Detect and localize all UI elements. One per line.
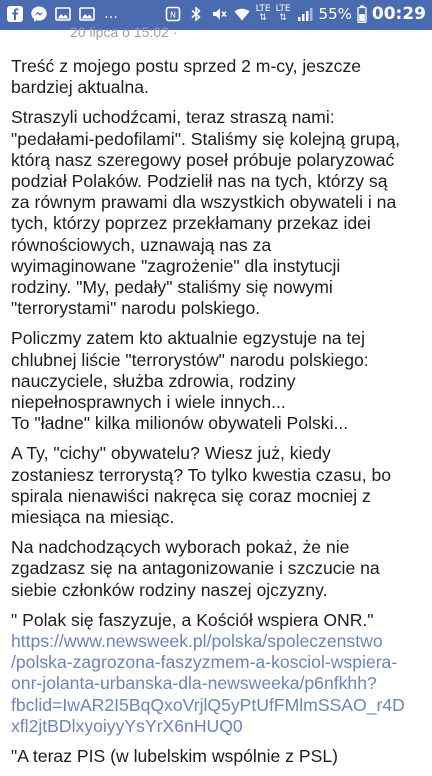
- post-paragraph-last: "A teraz PIS (w lubelskim wspólnie z PSL): [11, 746, 338, 767]
- clock: 00:29: [371, 4, 426, 24]
- post-body: [11, 56, 425, 776]
- post-paragraph: Na nadchodzących wyborach pokaż, że nie zgadzasz się na antagonizowanie i szczucie na siebie członków rodziny naszej ojczyzny.: [11, 537, 380, 600]
- quoted-article: [11, 610, 425, 737]
- post-paragraph: Treść z mojego postu sprzed 2 m-cy, jeszcze bardziej aktualna.: [11, 56, 362, 98]
- post-paragraph: Straszyli uchodźcami, teraz straszą nami: "pedałami-pedofilami". Staliśmy się kolejną grupą, którą nasz szeregowy poseł próbuje polaryzować podział Polaków. Podzielił nas na tych, którzy są za równym prawami dla wszystkich obywateli i na tych, którzy poprzez przekłamany przekaz idei równościowych, uznawają nas za wyimaginowane "zagrożenie" dla instytucji rodziny. "My, pedały" staliśmy się nowymi "terrorystami" narodu polskiego.: [11, 107, 400, 319]
- signal-arrows-icon: ⇅: [259, 13, 267, 23]
- notification-icons: [6, 5, 119, 23]
- lte-indicator-2: LTE ⇅: [275, 4, 291, 23]
- bluetooth-icon: [187, 5, 205, 23]
- post-paragraph: Policzmy zatem kto aktualnie egzystuje na tej chlubnej liście "terrorystów" narodu polskiego: nauczyciele, służba zdrowia, rodziny niepełnosprawnych i wiele innych... To "ładne" kilka milionów obywateli Polski...: [11, 328, 369, 434]
- post-date[interactable]: 20 lipca o 15:02 ·: [70, 24, 178, 40]
- post-paragraph: A Ty, "cichy" obywatelu? Wiesz już, kiedy zostaniesz terrorystą? To tylko kwestia czasu, bo spirala nienawiści nakręca się coraz mocniej z miesiąca na miesiąc.: [11, 443, 392, 528]
- lte-indicator: LTE ⇅: [255, 4, 271, 23]
- mute-icon: [210, 5, 228, 23]
- more-notifications-icon: …: [104, 6, 119, 22]
- status-indicators: [164, 4, 426, 24]
- nfc-icon: [164, 5, 182, 23]
- status-bar: [0, 0, 432, 30]
- gallery-icon: [54, 5, 72, 23]
- signal-arrows-icon-2: ⇅: [279, 13, 287, 23]
- battery-level: 55%: [318, 5, 352, 23]
- battery-icon: [357, 5, 367, 23]
- quote-title: " Polak się faszyzuje, a Kościół wspiera ONR.": [11, 609, 374, 630]
- messenger-icon: [30, 5, 48, 23]
- wifi-icon: [233, 5, 251, 23]
- svg-text:N: N: [169, 10, 176, 20]
- facebook-icon: [6, 5, 24, 23]
- signal-icon: [296, 5, 314, 23]
- article-link[interactable]: https://www.newsweek.pl/polska/spoleczenstwo /polska-zagrozona-faszyzmem-a-kosciol-wspiera- onr-jolanta-urbanska-dla-newsweeka/p6nfkhh? fbclid=IwAR2I5BqQxoVrjlQ5yPtUfFMlmSSAO_r4D xfl2jtBDlxyoiyyYsYrX6nHUQ0: [11, 631, 405, 736]
- gallery-icon-2: [78, 5, 96, 23]
